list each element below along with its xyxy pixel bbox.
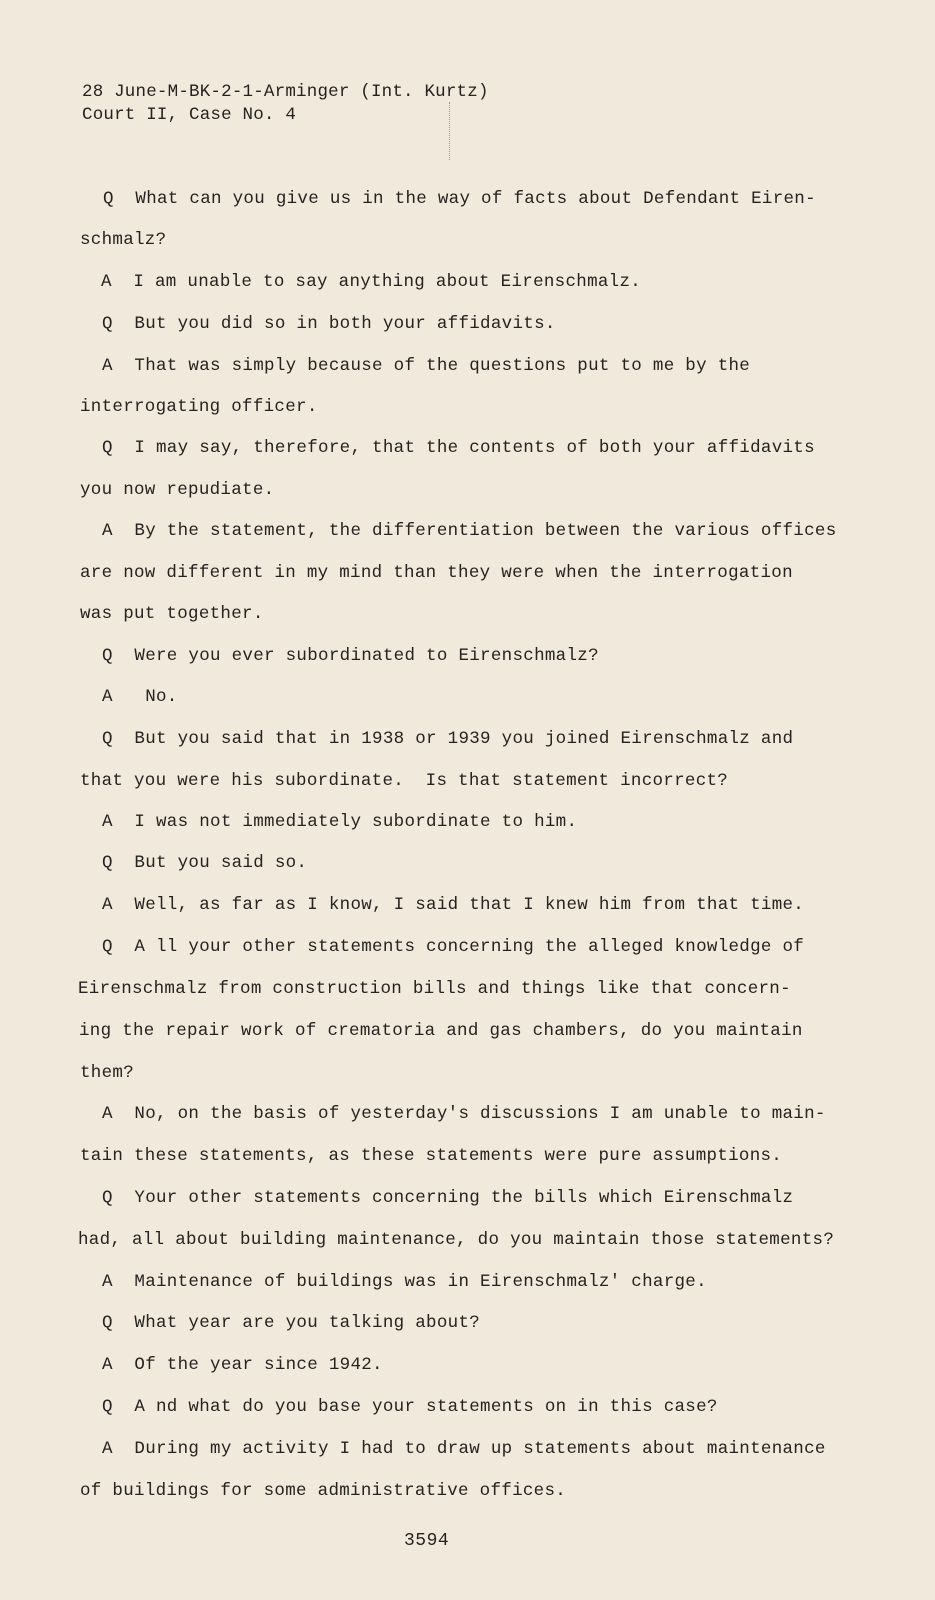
transcript-line: them?: [80, 1063, 135, 1083]
transcript-line: A Well, as far as I know, I said that I knew him from that time.: [102, 895, 805, 915]
transcript-line: interrogating officer.: [80, 397, 318, 417]
transcript-line: Q But you said that in 1938 or 1939 you joined Eirenschmalz and: [102, 729, 794, 749]
transcript-line: A No, on the basis of yesterday's discussions I am unable to main-: [102, 1104, 826, 1124]
transcript-line: Q What year are you talking about?: [102, 1313, 481, 1333]
page-number: 3594: [404, 1531, 450, 1551]
transcript-line: A Of the year since 1942.: [102, 1355, 383, 1375]
transcript-line: are now different in my mind than they were when the interrogation: [80, 563, 793, 583]
transcript-line: Q Were you ever subordinated to Eirenschmalz?: [102, 646, 599, 666]
transcript-line: had, all about building maintenance, do you maintain those statements?: [78, 1230, 835, 1250]
transcript-line: of buildings for some administrative offices.: [80, 1481, 567, 1501]
transcript-line: Q A nd what do you base your statements on in this case?: [102, 1397, 718, 1417]
document-header: [82, 81, 489, 127]
transcript-line: A That was simply because of the questions put to me by the: [102, 356, 751, 376]
transcript-line: schmalz?: [80, 230, 167, 250]
transcript-line: A By the statement, the differentiation between the various offices: [102, 521, 837, 541]
transcript-line: that you were his subordinate. Is that statement incorrect?: [80, 771, 729, 791]
transcript-line: Q I may say, therefore, that the contents of both your affidavits: [102, 438, 815, 458]
header-line-2: Court II, Case No. 4: [82, 105, 297, 125]
transcript-line: Q What can you give us in the way of facts about Defendant Eiren-: [103, 189, 816, 209]
transcript-line: you now repudiate.: [80, 480, 275, 500]
transcript-line: Eirenschmalz from construction bills and things like that concern-: [78, 979, 791, 999]
header-line-1: 28 June-M-BK-2-1-Arminger (Int. Kurtz): [82, 82, 489, 102]
transcript-line: A I am unable to say anything about Eirenschmalz.: [101, 272, 642, 292]
transcript-line: A No.: [102, 687, 178, 707]
transcript-line: A During my activity I had to draw up statements about maintenance: [102, 1439, 826, 1459]
transcript-line: was put together.: [80, 604, 264, 624]
transcript-line: Q But you said so.: [102, 853, 308, 873]
transcript-line: A I was not immediately subordinate to him.: [102, 812, 578, 832]
transcript-line: Q A ll your other statements concerning the alleged knowledge of: [102, 937, 805, 957]
transcript-line: Q Your other statements concerning the bills which Eirenschmalz: [102, 1188, 794, 1208]
transcript-line: tain these statements, as these statements were pure assumptions.: [80, 1146, 783, 1166]
transcript-line: Q But you did so in both your affidavits.: [102, 314, 556, 334]
transcript-line: A Maintenance of buildings was in Eirenschmalz' charge.: [102, 1272, 707, 1292]
transcript-line: ing the repair work of crematoria and gas chambers, do you maintain: [79, 1021, 803, 1041]
